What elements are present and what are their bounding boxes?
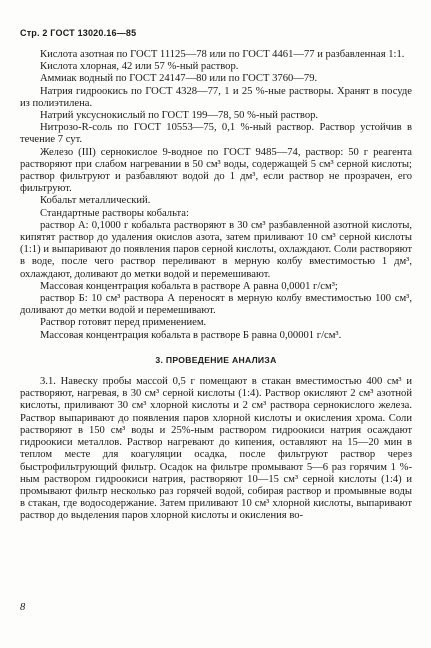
paragraph-perchloric-acid: Кислота хлорная, 42 или 57 %-ный раствор.: [40, 61, 239, 73]
paragraph-iron-sulfate: Железо (III) сернокислое 9-водное по ГОСТ 9485—74, раствор: 50 г реагента растворяют при слабом нагревании в 50 см³ воды, содержащей 5 см³ серной кислоты; раствор фильтруют и разбавляют водой до 1 дм³, если раствор не прозрачен, его фильтруют.: [20, 146, 412, 195]
paragraph-analysis-3-1: 3.1. Навеску пробы массой 0,5 г помещают в стакан вместимостью 400 см³ и растворяют, нагревая, в 30 см³ серной кислоты (1:4). Раствор окисляют 2 см³ азотной кислоты, приливают 30 см³ хлорной кислоты и 2 см³ раствора сернокислого железа. Раствор выпаривают до появления паров хлорной кислоты и окисления хрома. Соли растворяют в 150 см³ воды и 25%-ным раствором гидроокиси натрия осаждают гидроокиси металлов. Раствор нагревают до кипения, оставляют на 15—20 мин в теплом месте для коагуляции осадка, после фильтруют раствор через быстрофильтрующий фильтр. Осадок на фильтре промывают 5—6 раз горячим 1 %-ным раствором гидроокиси натрия, растворяют 10—15 см³ серной кислоты (1:4) и промывают фильтр несколько раз горячей водой, собирая раствор и промывные воды в стакан, где водосодержание. Затем приливают 10 см³ хлорной кислоты, выпаривают раствор до выделения паров хлорной кислоты и окисления во-: [20, 376, 412, 522]
paragraph-nitric-acid: Кислота азотная по ГОСТ 11125—78 или по ГОСТ 4461—77 и разбавленная 1:1.: [40, 49, 405, 60]
section-title: 3. ПРОВЕДЕНИЕ АНАЛИЗА: [155, 354, 277, 365]
paragraph-concentration-b: Массовая концентрация кобальта в растворе Б равна 0,00001 г/см³.: [40, 329, 342, 341]
paragraph-nitroso-r-salt: Нитрозо-R-соль по ГОСТ 10553—75, 0,1 %-ный раствор. Раствор устойчив в течение 7 сут.: [20, 122, 412, 146]
document-body: [20, 49, 412, 523]
paragraph-ammonia: Аммиак водный по ГОСТ 24147—80 или по ГОСТ 3760—79.: [40, 73, 318, 85]
paragraph-concentration-a: Массовая концентрация кобальта в растворе А равна 0,0001 г/см³;: [40, 280, 338, 292]
page-header: Стр. 2 ГОСТ 13020.16—85: [20, 28, 137, 38]
paragraph-solution-b: раствор Б: 10 см³ раствора А переносят в мерную колбу вместимостью 100 см³, доливают до метки водой и перемешивают.: [20, 293, 412, 317]
paragraph-sodium-acetate: Натрий уксуснокислый по ГОСТ 199—78, 50 %-ный раствор.: [40, 110, 319, 122]
paragraph-sodium-hydroxide: Натрия гидроокись по ГОСТ 4328—77, 1 и 25 %-ные растворы. Хранят в посуде из полиэтилена.: [20, 85, 412, 109]
paragraph-cobalt-metal: Кобальт металлический.: [40, 195, 151, 207]
paragraph-solution-a: раствор А: 0,1000 г кобальта растворяют в 30 см³ разбавленной азотной кислоты, кипятят раствор до удаления окислов азота, затем приливают 10 см³ серной кислоты (1:1) и выпаривают до появления паров серной кислоты, охлаждают. Соли растворяют в воде, после чего раствор переливают в мерную колбу вместимостью 1 дм³, охлаждают, доливают до метки водой и перемешивают.: [20, 219, 412, 280]
page-number: 8: [20, 602, 26, 613]
paragraph-prepare-before-use: Раствор готовят перед применением.: [40, 317, 207, 329]
paragraph-standard-solutions: Стандартные растворы кобальта:: [40, 207, 189, 219]
